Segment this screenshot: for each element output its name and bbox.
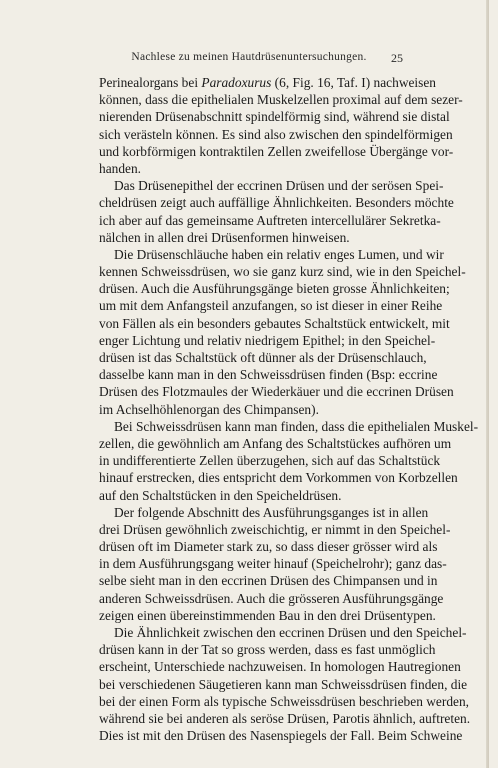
text-line — [99, 91, 463, 108]
text-line — [99, 624, 467, 641]
text-run: im Achselhöhlenorgan des Chimpansen). — [99, 401, 319, 417]
text-run: hinauf erstrecken, dies entspricht dem Vorkommen von Korbzellen — [99, 470, 458, 486]
paragraph — [99, 74, 463, 177]
text-run: anderen Schweissdrüsen. Auch die grösseren Ausführungsgänge — [99, 590, 444, 606]
text-line — [99, 126, 453, 143]
text-run: um mit dem Anfangsteil anzufangen, so ist dieser in einer Reihe — [99, 298, 443, 314]
text-line — [99, 212, 441, 229]
text-line — [99, 487, 400, 504]
text-run: zeigen einen übereinstimmenden Bau in den drei Drüsentypen. — [99, 607, 436, 623]
text-line — [99, 710, 471, 727]
text-line — [99, 641, 436, 658]
paragraph — [99, 418, 479, 504]
text-line — [99, 693, 469, 710]
text-line — [99, 469, 458, 486]
text-run: Drüsen des Flotzmaules der Wiederkäuer und die eccrinen Drüsen — [99, 384, 454, 400]
page-edge — [486, 0, 489, 768]
text-run: (6, Fig. 16, Taf. I) nachweisen — [271, 75, 436, 90]
text-line — [99, 315, 450, 332]
text-run: selbe sieht man in den eccrinen Drüsen des Chimpansen und in — [99, 573, 438, 589]
text-run: können, dass die epithelialen Muskelzellen proximal auf dem sezer- — [99, 92, 463, 108]
text-line — [99, 366, 438, 383]
text-line — [99, 160, 400, 177]
text-line — [99, 332, 436, 349]
text-run: nierenden Drüsenabschnitt spindelförmig sind, während sie distal — [99, 109, 450, 125]
text-run: drüsen ist das Schaltstück oft dünner als der Drüsenschlauch, — [99, 350, 427, 365]
text-line — [99, 658, 461, 675]
text-run: zellen, die gewöhnlich am Anfang des Schaltstückes aufhören um — [99, 435, 452, 451]
text-run: in undifferentierte Zellen überzugehen, sich auf das Schaltstück — [99, 453, 441, 469]
text-run: erscheint, Unterschiede nachzuweisen. In homologen Hautregionen — [99, 659, 461, 675]
text-run: sich verästeln können. Es sind also zwischen den spindelförmigen — [99, 126, 453, 142]
text-line — [99, 297, 443, 314]
text-run: drüsen. Auch die Ausführungsgänge bieten grosse Ähnlichkeiten; — [99, 281, 450, 297]
text-run: Die Ähnlichkeit zwischen den eccrinen Drüsen und den Speichel- — [114, 625, 467, 640]
text-line — [99, 401, 400, 418]
text-run: in dem Ausführungsgang weiter hinauf (Speichelrohr); ganz das- — [99, 556, 447, 572]
text-run: bei der einen Form als typische Schweissdrüsen beschrieben werden, — [99, 693, 469, 709]
text-run: ich aber auf das gemeinsame Auftreten intercellulärer Sekretka- — [99, 212, 441, 228]
text-line — [99, 572, 438, 589]
text-line — [99, 727, 463, 744]
text-line — [99, 349, 427, 366]
text-line — [99, 194, 454, 211]
running-title: Nachlese zu meinen Hautdrüsenuntersuchungen. — [131, 51, 367, 63]
text-run: Das Drüsenepithel der eccrinen Drüsen und der serösen Spei- — [114, 178, 444, 194]
text-run: drei Drüsen gewöhnlich zweischichtig, er nimmt in den Speichel- — [99, 521, 451, 537]
text-line — [99, 280, 450, 297]
paragraph — [99, 504, 451, 624]
italic-term: Paradoxurus — [201, 75, 272, 90]
text-run: Perinealorgans bei — [99, 75, 202, 90]
text-run: Der folgende Abschnitt des Ausführungsganges ist in allen — [114, 504, 429, 520]
text-run: von Fällen als ein besonders gebautes Schaltstück entwickelt, mit — [99, 315, 450, 331]
text-run: nälchen in allen drei Drüsenformen hinweisen. — [99, 229, 350, 245]
text-line — [99, 452, 441, 469]
text-line — [99, 418, 479, 435]
text-run: enger Lichtung und relativ niedrigem Epithel; in den Speichel- — [99, 332, 436, 348]
text-line — [99, 590, 444, 607]
text-run: während sie bei anderen als seröse Drüsen, Parotis ähnlich, auftreten. — [99, 710, 471, 726]
text-run: Die Drüsenschläuche haben ein relativ enges Lumen, und wir — [114, 246, 444, 262]
text-line — [99, 504, 429, 521]
text-line — [99, 263, 466, 280]
text-line — [99, 435, 452, 452]
text-run: Dies ist mit den Drüsen des Nasenspiegels der Fall. Beim Schweine — [99, 728, 463, 744]
text-run: Bei Schweissdrüsen kann man finden, dass die epithelialen Muskel- — [114, 418, 479, 434]
text-line — [99, 108, 450, 125]
text-line — [99, 555, 447, 572]
text-line — [99, 383, 454, 400]
text-line — [99, 538, 438, 555]
text-line — [99, 229, 400, 246]
text-run: und korbförmigen kontraktilen Zellen zweifellose Übergänge vor- — [99, 143, 454, 159]
text-run: dasselbe kann man in den Schweissdrüsen finden (Bsp: eccrine — [99, 367, 438, 383]
text-run: drüsen kann in der Tat so gross werden, dass es fast unmöglich — [99, 642, 436, 658]
text-line — [99, 143, 454, 160]
text-run: drüsen oft im Diameter stark zu, so dass dieser grösser wird als — [99, 539, 438, 555]
text-line — [99, 607, 436, 624]
body-text — [99, 74, 479, 744]
text-run: cheldrüsen zeigt auch auffällige Ähnlichkeiten. Besonders möchte — [99, 195, 454, 211]
text-run: bei verschiedenen Säugetieren kann man Schweissdrüsen finden, die — [99, 676, 468, 692]
text-run: kennen Schweissdrüsen, wo sie ganz kurz sind, wie in den Speichel- — [99, 264, 466, 280]
running-head — [0, 51, 498, 67]
paragraph — [99, 177, 454, 246]
text-run: handen. — [99, 160, 142, 176]
paragraph — [99, 246, 466, 418]
text-line — [99, 676, 468, 693]
paragraph — [99, 624, 471, 744]
text-run: auf den Schaltstücken in den Speicheldrüsen. — [99, 487, 342, 503]
text-line — [99, 246, 444, 263]
text-line — [99, 177, 444, 194]
text-line — [99, 521, 451, 538]
page-number: 25 — [391, 51, 403, 65]
text-line — [99, 74, 436, 91]
